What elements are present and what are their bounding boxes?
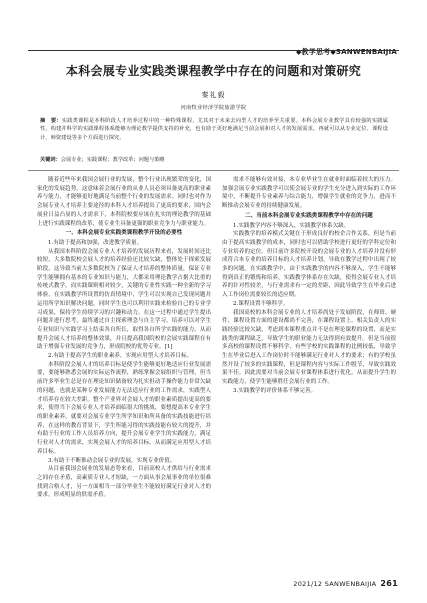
subsection-heading: 1.实践教学内容不够深入，实践教学体系欠缺。 xyxy=(233,222,350,229)
subsection-heading: 3.有助于不断推动会展专业的发展，实现专业价值。 xyxy=(48,457,176,464)
section-heading: 二、当前本科会展专业实践类课程教学中存在的问题 xyxy=(245,212,373,219)
body-paragraph: 实践教学的培养模式关键在于形成良好的校企合作关系，但是当前由于提高实践教学的成本，同时也可以借助学校进行更好的学科定位和专业培养的定位。但目前许多院校开设的会展专业的人才培养并没有形成符合本专业的培养目标的人才培养计划，导致在教学过程中出现了较多的问题。在实践教学中，由于实践教学的内容不够深入，学生不能够得到真正的锻炼和培养，实践教学体系存在欠缺，使得会展专业人才培养的针对性较差，与行业需求有一定的差距，因此导致学生在毕业后进入工作岗位需要较长的适应期。 xyxy=(222,231,396,299)
abstract xyxy=(40,117,388,142)
subsection-heading: 1.有助于提高和加强，改进教学质量。 xyxy=(48,239,143,246)
header-divider xyxy=(28,50,399,51)
section-label: ◆教学思考◆SANWENBAIJIA xyxy=(295,48,397,56)
issue-label: 2021/12 SANWENBAIJIA xyxy=(293,580,377,588)
right-column xyxy=(222,176,396,396)
section-heading: 一、本科会展专业实践类课程教学开设的必要性 xyxy=(65,230,183,237)
body-paragraph: 从目前我国会展业的发展态势来看，目前高校人才供给与行业需求之间存在矛盾，高素质专业人才短缺，一方面从事会展事业的单位很难找到合格人才，另一方面相当一部分毕业生不能较好满足行业对人才的要求，形成明显的供需矛盾。 xyxy=(37,466,211,499)
subsection-heading: 2.课程设置不够科学。 xyxy=(233,300,289,307)
author-affiliation: 河南牧业经济学院旅游学院 xyxy=(180,105,247,111)
subsection-heading: 2.有助于提高学生的职业素养，实现应用型人才培养目标。 xyxy=(48,353,193,360)
body-paragraph: 需求不能够有效对接，本专业毕业生在就业时面临着较大的压力。加强会展专业实践教学可以使会展专业的学生充分进入到实际的工作环境中，不断提升专业素养与综合能力，增强学生就业的竞争力，进而不断推动会展专业的持续健康发展。 xyxy=(222,177,396,210)
body-paragraph: 随着近些年来我国会展行业的发展，整个行业出现繁荣的变化，国家化的发展趋势，这意味着会展行业的从业人员必须具备更高的职业素养与能力，才能够更好地满足当前整个行业的发展需求。同时也对作为会展专业人才培养主要途径的本科人才培养提出了更高的要求，国内会展业日益凸显的人才需求下，本科院校要应该在扎实的理论教学的基础上进行实践课程的改革，使专业生具备更强的职业竞争力与职业能力。 xyxy=(37,177,211,227)
left-column xyxy=(37,176,211,500)
page-header xyxy=(0,39,427,58)
page-number: 261 xyxy=(380,579,398,588)
keywords xyxy=(40,156,388,164)
abstract-label: 摘 要： xyxy=(40,118,62,124)
article-title: 本科会展专业实践类课程教学中存在的问题和对策研究 xyxy=(65,64,362,78)
body-paragraph: 本科阶段会展人才的培养目标是使学生能够更好地适应行业发展需要，要能够熟悉会展的实际运作流程，熟练掌握会展组织与管理，但当前许多毕业生总是存在理论知识储备较为扎实但动手操作能力非常欠缺的问题，也就是某种专业发展能力无法适应行业的工作需求，实践型人才培养存在较大差距。整个产业界对会展人才的职业素质提出更高的要求，使得当下会展专业人才培养面临很大的挑战，要想提高本专业学生的职业素养，就要对会展专业学生所学知识和所具备的实践技能进行培养，在这样的教育背景下，学生所能习得的实践技能有较大的提升，并有助于行业的工作人员培养方向，提升会展专业学生的实践能力，满足行业对人才的需求，实现会展人才的培养目标，从而满足应用型人才培养目标。 xyxy=(37,361,211,455)
subsection-heading: 3.实践教学的评价体系不够完善。 xyxy=(233,387,317,394)
keywords-text: 会展专业；实践课程；教学改革；问题与策略 xyxy=(60,157,165,163)
body-paragraph: 我国高校的本科会展专业的人才培养尚处于发展阶段，在师资、硬件、课程设置方面的建设都尚不完善，在课程设置上，相关负责人的实践经验比较欠缺，考虑到本课程重点并不是在理论课程的设置，而是实践类的课程缺乏，导致学生的职业能力无法得到有效提升。但是当前很多高校的课程设置不够科学，有些学校的实践课程的比例较低，导致学生在毕业后进入工作岗位时不能够满足行业对人才的要求；有的学校虽然开设了较多的实践课程，但是课程内容与实际工作脱节，导致实践效果不佳。因此需要对当前会展专业课程体系进行优化，从而提升学生的实践能力，使学生能够胜任会展行业的工作。 xyxy=(222,309,396,386)
abstract-text: 实践类课程是本科阶段人才培养过程中的一种特殊课程，尤其对于未来去向型人才的培养至关重要。本科会展专业教学具有较强的实践属性，构建并科学的实践课程体系能够为理论教学提供支持的补充，也有助于更好地满足当前会展和对人才的发展需求。再就可以从专业定位、课程设计、师资建设等多个方面进行探究。 xyxy=(40,118,388,141)
keywords-label: 关键词： xyxy=(40,157,61,163)
body-paragraph: 从我国本科阶段会展专业人才培养的发展历程来看，发展时间还比较短，大多数院校会展人才的培养经验还比较欠缺，整体处于探索发展阶段，这导致当前大多数院校为了保证人才培养的整体质量，保证专业学生能够拥有基本的专业知识与能力，大都采用理论教学占据大比重的传统式教学，而实践课则相对较少，关键的专业性实践一种全新的学习体验，在实践教学所设置的仿真情境中，学生可以实现自己发现问题并运用所学知识解决问题，同时学生也可以利用实践来检验自己的专业学习成果，保持学生持续学习的兴趣和动力。在这一过程中通过学生提出问题并进行思考，最终通过自主探索理念与自主学习，培养可以对学生专业知识与实践学习上结束各自所长，取得各自所学实践的能力。从而提升会展人才培养的整体效果，并且提高我国院校的会展实践课程在有助于增强专业发展的竞争力，形成院校的优势专业。[1] xyxy=(37,248,211,351)
author-name: 秦礼毅 xyxy=(201,91,226,99)
abstract-divider xyxy=(28,170,399,171)
page-footer xyxy=(0,579,398,588)
